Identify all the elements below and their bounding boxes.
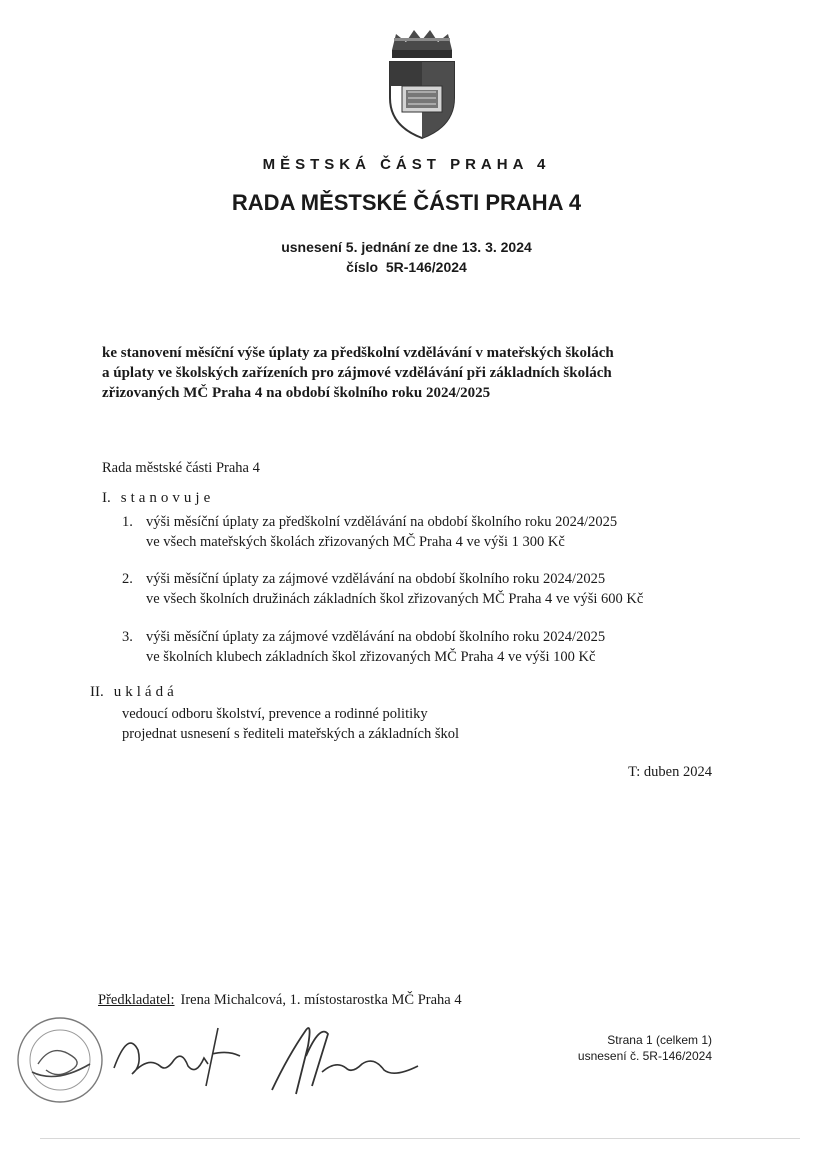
item-number: 2. bbox=[122, 571, 133, 587]
session-line: usnesení 5. jednání ze dne 13. 3. 2024 bbox=[281, 239, 532, 255]
official-stamp-icon bbox=[12, 1012, 112, 1108]
list-item bbox=[122, 569, 712, 609]
item-line: ve všech školních družinách základních škol zřizovaných MČ Praha 4 ve výši 600 Kč bbox=[146, 591, 644, 607]
proposer bbox=[98, 992, 462, 1009]
section-2-line: vedoucí odboru školství, prevence a rodinné politiky bbox=[122, 706, 428, 722]
section-1-heading bbox=[102, 490, 214, 507]
resolution-number: číslo 5R-146/2024 bbox=[346, 259, 467, 275]
proposer-label: Předkladatel: bbox=[98, 992, 175, 1008]
list-item bbox=[122, 627, 712, 667]
section-2-title: ukládá bbox=[113, 684, 178, 700]
resolution-reference: usnesení č. 5R-146/2024 bbox=[577, 1049, 712, 1063]
page-count: Strana 1 (celkem 1) bbox=[607, 1033, 712, 1047]
item-line: výši měsíční úplaty za předškolní vzdělávání na období školního roku 2024/2025 bbox=[146, 514, 618, 530]
section-1-title: stanovuje bbox=[120, 490, 215, 506]
item-line: výši měsíční úplaty za zájmové vzdělávání na období školního roku 2024/2025 bbox=[146, 571, 606, 587]
section-2-numeral: II. bbox=[90, 684, 104, 700]
coat-of-arms-icon bbox=[384, 28, 460, 140]
section-2-line: projednat usnesení s řediteli mateřských a základních škol bbox=[122, 726, 460, 742]
section-2-heading bbox=[90, 684, 178, 701]
subject-line: a úplaty ve školských zařízeních pro zájmové vzdělávání při základních školách bbox=[102, 365, 612, 381]
signature-icon bbox=[108, 1020, 248, 1092]
signature-icon bbox=[262, 1016, 422, 1100]
item-number: 1. bbox=[122, 514, 133, 530]
council-title: RADA MĚSTSKÉ ČÁSTI PRAHA 4 bbox=[231, 190, 582, 215]
proposer-name: Irena Michalcová, 1. místostarostka MČ Praha 4 bbox=[180, 992, 462, 1008]
item-line: ve všech mateřských školách zřizovaných MČ Praha 4 ve výši 1 300 Kč bbox=[146, 534, 565, 550]
deadline: T: duben 2024 bbox=[628, 764, 712, 780]
section-2-body bbox=[122, 704, 459, 744]
item-line: ve školních klubech základních škol zřizovaných MČ Praha 4 ve výši 100 Kč bbox=[146, 649, 596, 665]
section-1-numeral: I. bbox=[102, 490, 111, 506]
intro-text: Rada městské části Praha 4 bbox=[102, 460, 260, 476]
page-info bbox=[520, 1032, 712, 1064]
subject-line: ke stanovení měsíční výše úplaty za předškolní vzdělávání v mateřských školách bbox=[102, 345, 614, 361]
subject-line: zřizovaných MČ Praha 4 na období školního roku 2024/2025 bbox=[102, 385, 491, 401]
item-line: výši měsíční úplaty za zájmové vzdělávání na období školního roku 2024/2025 bbox=[146, 629, 606, 645]
org-name: MĚSTSKÁ ČÁST PRAHA 4 bbox=[262, 156, 551, 173]
page-edge-divider bbox=[40, 1138, 800, 1139]
resolution-subject bbox=[102, 343, 712, 403]
resolution-meta bbox=[0, 237, 813, 277]
item-number: 3. bbox=[122, 629, 133, 645]
list-item bbox=[122, 512, 712, 552]
